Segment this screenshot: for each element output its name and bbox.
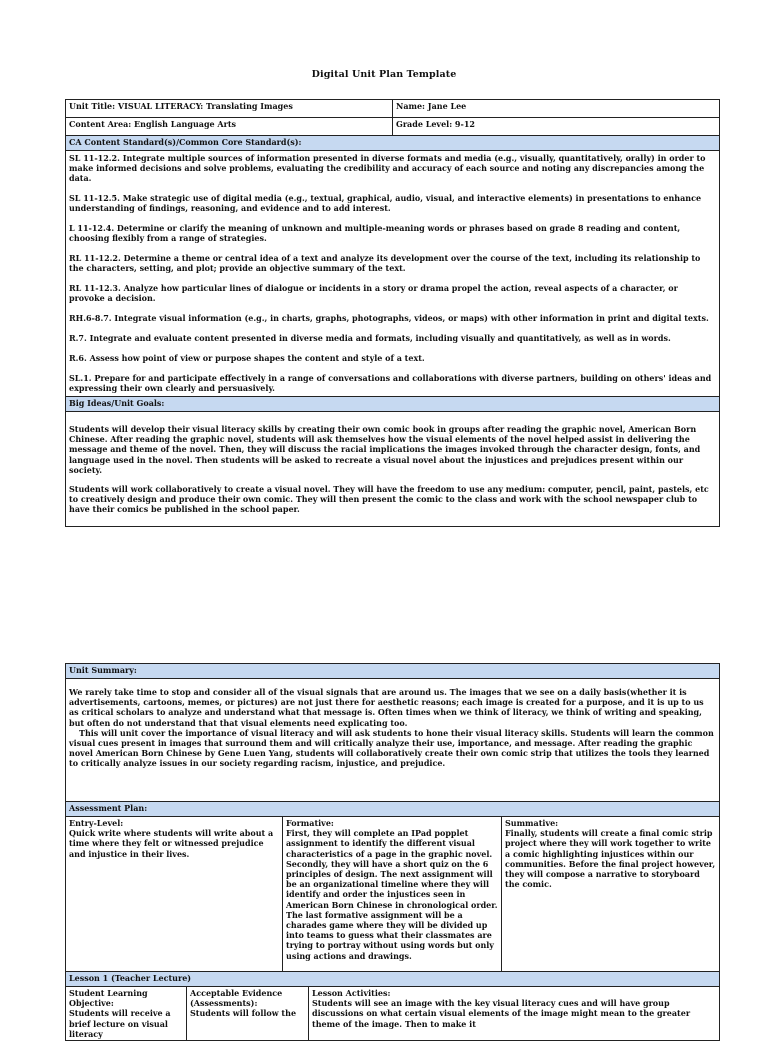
big-ideas-paragraph: Students will work collaboratively to create a visual novel. They will have the freedom to use any medium: computer, pencil, paint, pastels, etc to creatively design and produce their own comic. They will then present the comic to the class and work with the school newspaper club to have their comics be published in the school paper. bbox=[69, 484, 709, 515]
unit-title: Unit Title: VISUAL LITERACY: Translating Images bbox=[66, 100, 393, 118]
unit-plan-table bbox=[65, 663, 720, 1041]
formative-label: Formative: bbox=[286, 818, 334, 828]
standards-heading: CA Content Standard(s)/Common Core Standard(s): bbox=[66, 136, 720, 151]
objective-label: Student Learning Objective: bbox=[69, 988, 148, 1009]
summative-label: Summative: bbox=[505, 818, 559, 828]
summative-text: Finally, students will create a final comic strip project where they will work together to write a comic highlighting injustices within our communities. Before the final project however, they will compose a narrative to storyboard the comic. bbox=[505, 828, 716, 890]
lesson-1-heading: Lesson 1 (Teacher Lecture) bbox=[66, 972, 720, 987]
standard-item: RL 11-12.3. Analyze how particular lines of dialogue or incidents in a story or drama propel the action, reveal aspects of a character, or provoke a decision. bbox=[69, 283, 678, 304]
summary-paragraph: We rarely take time to stop and consider all of the visual signals that are around us. The images that we see on a daily basis(whether it is advertisements, cartoons, memes, or pictures) are not just there for aesthetic reasons; each image is created for a purpose, and it is up to us as critical scholars to analyze and understand what that message is. Often times when we think of literacy, we think of writing and speaking, but often do not understand that that visual elements need explicating too. bbox=[69, 687, 704, 728]
activities-cell bbox=[309, 987, 720, 1041]
entry-level-text: Quick write where students will write about a time where they felt or witnessed prejudice and injustice in their lives. bbox=[69, 828, 274, 859]
standard-item: SL 11-12.2. Integrate multiple sources of information presented in diverse formats and media (e.g., visually, quantitatively, orally) in order to make informed decisions and solve problems, evaluating the credibility and accuracy of each source and noting any discrepancies among the data. bbox=[69, 153, 706, 184]
standard-item: R.7. Integrate and evaluate content presented in diverse media and formats, including visually and quantitatively, as well as in words. bbox=[69, 333, 671, 343]
entry-level-label: Entry-Level: bbox=[69, 818, 124, 828]
formative-text: First, they will complete an IPad popplet assignment to identify the different visual characteristics of a page in the graphic novel. Secondly, they will have a short quiz on the 6 principles of design. The next assignment will be an organizational timeline where they will identify and order the injustices seen in American Born Chinese in chronological order. The last formative assignment will be a charades game where they will be divided up into teams to guess what their classmates are trying to portray without using words but only using actions and drawings. bbox=[286, 828, 498, 961]
standards-section bbox=[66, 151, 720, 397]
standard-item: RL 11-12.2. Determine a theme or central idea of a text and analyze its development over the course of the text, including its relationship to the characters, setting, and plot; provide an objective summary of the text. bbox=[69, 253, 701, 274]
grade-level: Grade Level: 9-12 bbox=[393, 118, 720, 136]
standard-item: SL.1. Prepare for and participate effectively in a range of conversations and collaborations with diverse partners, building on others' ideas and expressing their own clearly and persuasively. bbox=[69, 372, 712, 393]
standard-item: SL 11-12.5. Make strategic use of digital media (e.g., textual, graphical, audio, visual, and interactive elements) in presentations to enhance understanding of findings, reasoning, and evidence and to add interest. bbox=[69, 193, 702, 214]
document-title: Digital Unit Plan Template bbox=[311, 69, 457, 80]
unit-summary-section bbox=[66, 679, 720, 802]
standard-item: R.6. Assess how point of view or purpose shapes the content and style of a text. bbox=[69, 352, 425, 363]
evidence-label: Acceptable Evidence (Assessments): bbox=[190, 988, 283, 1009]
big-ideas-heading: Big Ideas/Unit Goals: bbox=[66, 397, 720, 412]
big-ideas-paragraph: Students will develop their visual literacy skills by creating their own comic book in groups after reading the graphic novel, American Born Chinese. After reading the graphic novel, students will ask themselves how the visual elements of the novel helped assist in delivering the message and theme of the novel. Then, they will discuss the racial implications the images invoked through the character design, fonts, and language used in the novel. Then students will be asked to recreate a visual novel about the injustices and prejudices present within our society. bbox=[69, 424, 701, 475]
summary-paragraph: This will unit cover the importance of visual literacy and will ask students to hone their visual literacy skills. Students will learn the common visual cues present in images that surround them and will critically analyze their use, importance, and message. After reading the graphic novel American Born Chinese by Gene Luen Yang, students will collaboratively create their own comic strip that utilizes the tools they learned to critically analyze issues in our society regarding racism, injustice, and prejudice. bbox=[69, 727, 714, 769]
big-ideas-section bbox=[66, 412, 720, 527]
unit-summary-heading: Unit Summary: bbox=[66, 664, 720, 679]
evidence-cell bbox=[187, 987, 309, 1041]
entry-level-cell bbox=[66, 817, 283, 972]
unit-info-table bbox=[65, 99, 720, 527]
summative-cell bbox=[502, 817, 720, 972]
objective-text: Students will receive a brief lecture on visual literacy bbox=[69, 1008, 171, 1039]
content-area: Content Area: English Language Arts bbox=[66, 118, 393, 136]
activities-label: Lesson Activities: bbox=[312, 988, 391, 998]
objective-cell bbox=[66, 987, 187, 1041]
formative-cell bbox=[283, 817, 502, 972]
standard-item: L 11-12.4. Determine or clarify the meaning of unknown and multiple-meaning words or phrases based on grade 8 reading and content, choosing flexibly from a range of strategies. bbox=[69, 223, 681, 244]
evidence-text: Students will follow the bbox=[190, 1008, 297, 1019]
activities-text: Students will see an image with the key visual literacy cues and will have group discussions on what certain visual elements of the image might mean to the greater theme of the image. Then to make it bbox=[312, 998, 691, 1029]
author-name: Name: Jane Lee bbox=[393, 100, 720, 118]
standard-item: RH.6-8.7. Integrate visual information (e.g., in charts, graphs, photographs, videos, or maps) with other information in print and digital texts. bbox=[69, 313, 709, 324]
assessment-heading: Assessment Plan: bbox=[66, 802, 720, 817]
